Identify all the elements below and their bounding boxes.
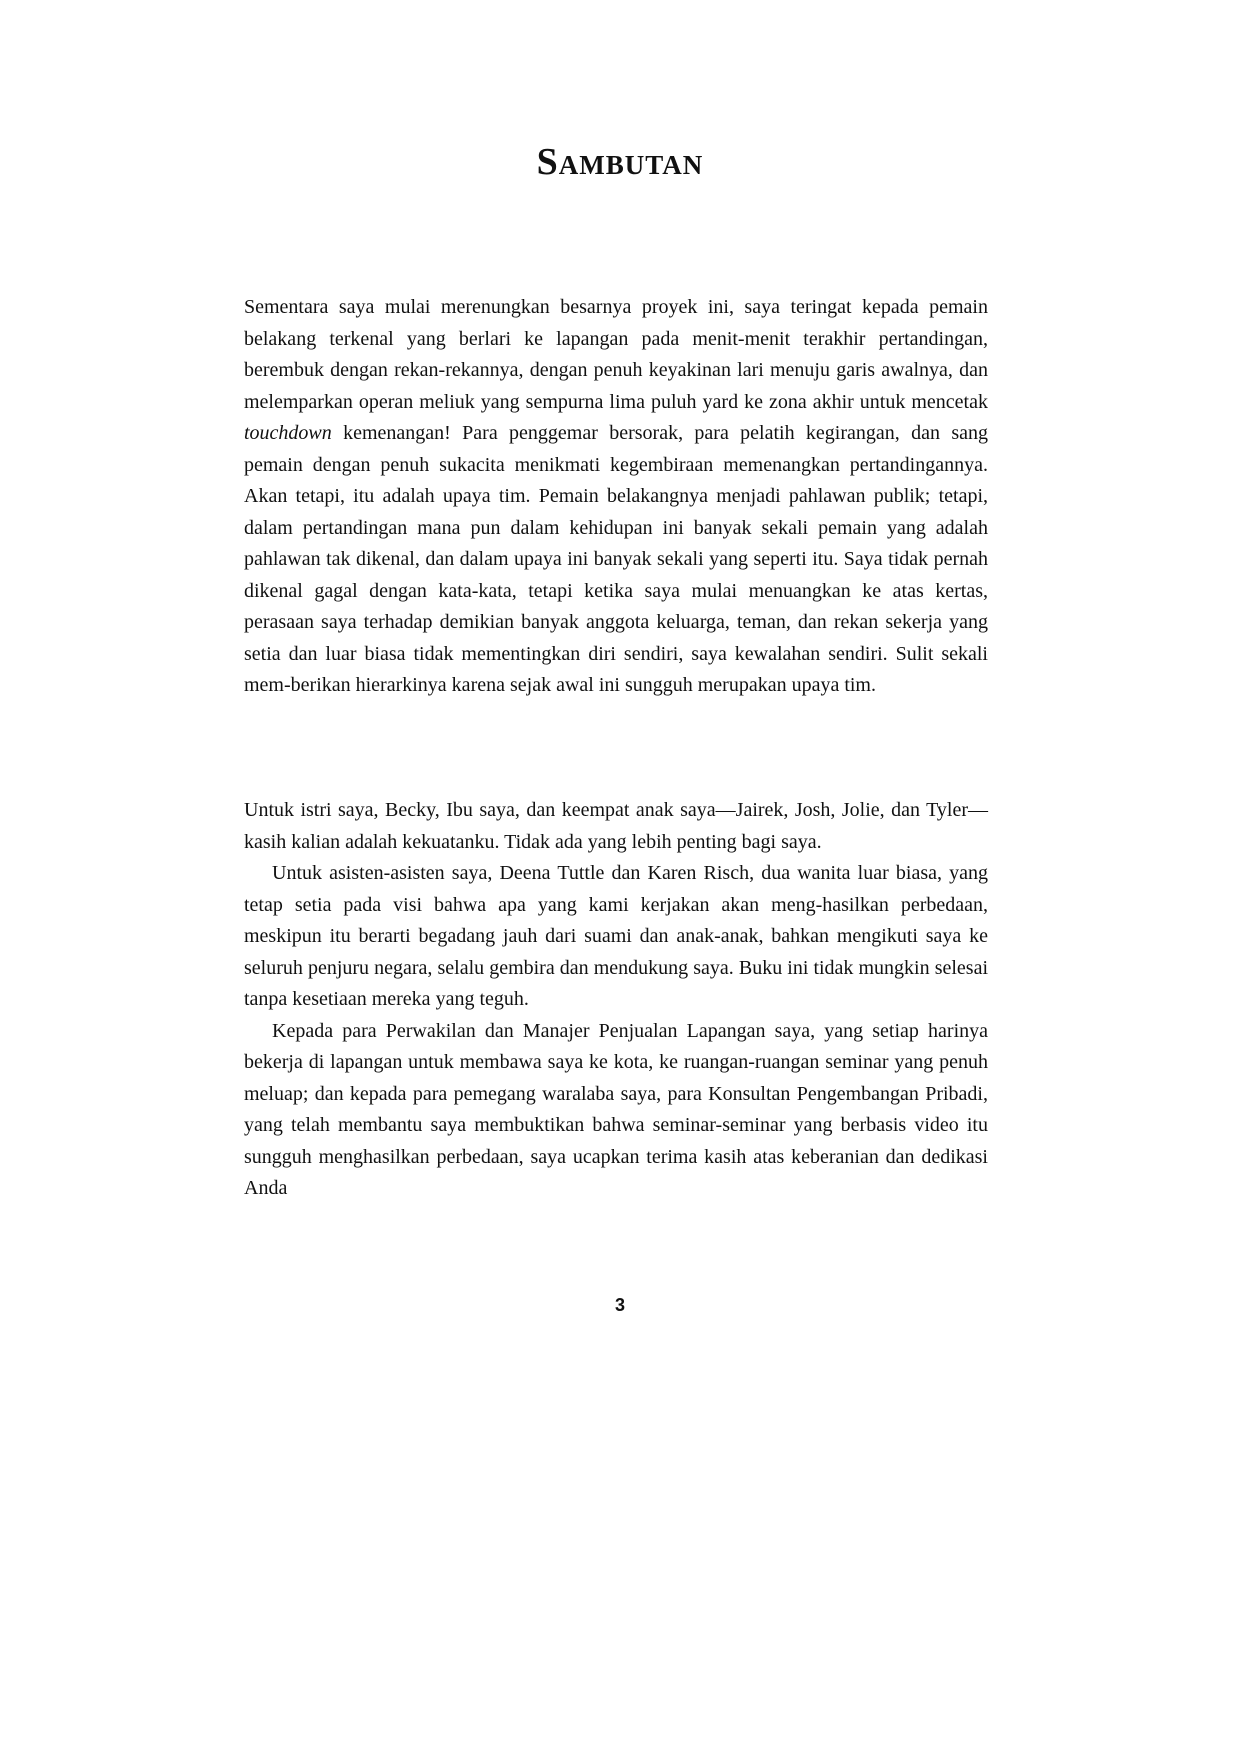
page-title: Sambutan (536, 141, 704, 183)
paragraph-intro-text-after: kemenangan! Para penggemar bersorak, para pelatih kegirangan, dan sang pemain dengan penuh sukacita menikmati kegembiraan memenangkan pertandingannya. Akan tetapi, itu adalah upaya tim. Pemain belakangnya menjadi pahlawan publik; tetapi, dalam pertandingan mana pun dalam kehidupan ini banyak sekali pemain yang adalah pahlawan tak dikenal, dan dalam upaya ini banyak sekali yang seperti itu. Saya tidak pernah dikenal gagal dengan kata-kata, tetapi ketika saya mulai menuangkan ke atas kertas, perasaan saya terhadap demikian banyak anggota keluarga, teman, dan rekan sekerja yang setia dan luar biasa tidak mementingkan diri sendiri, saya kewalahan sendiri. Sulit sekali mem-berikan hierarkinya karena sejak awal ini sungguh merupakan upaya tim. (244, 422, 988, 696)
paragraph-intro (244, 292, 988, 702)
body-section-intro (244, 292, 988, 702)
paragraph-family: Untuk istri saya, Becky, Ibu saya, dan keempat anak saya—Jairek, Josh, Jolie, dan Tyler—kasih kalian adalah kekuatanku. Tidak ada yang lebih penting bagi saya. (244, 799, 988, 853)
italic-term: touchdown (244, 422, 332, 444)
paragraph-assistants: Untuk asisten-asisten saya, Deena Tuttle dan Karen Risch, dua wanita luar biasa, yang tetap setia pada visi bahwa apa yang kami kerjakan akan meng-hasilkan perbedaan, meskipun itu berarti begadang jauh dari suami dan anak-anak, bahkan mengikuti saya ke seluruh penjuru negara, selalu gembira dan mendukung saya. Buku ini tidak mungkin selesai tanpa kesetiaan mereka yang teguh. (244, 862, 988, 1010)
paragraph-sales-reps: Kepada para Perwakilan dan Manajer Penjualan Lapangan saya, yang setiap harinya bekerja di lapangan untuk membawa saya ke kota, ke ruangan-ruangan seminar yang penuh meluap; dan kepada para pemegang waralaba saya, para Konsultan Pengembangan Pribadi, yang telah membantu saya membuktikan bahwa seminar-seminar yang berbasis video itu sungguh menghasilkan perbedaan, saya ucapkan terima kasih atas keberanian dan dedikasi Anda (244, 1019, 988, 1199)
page-number: 3 (614, 1295, 625, 1315)
body-section-thanks (244, 795, 988, 1205)
paragraph-intro-text-before: Sementara saya mulai merenungkan besarnya proyek ini, saya teringat kepada pemain belakang terkenal yang berlari ke lapangan pada menit-menit terakhir pertandingan, berembuk dengan rekan-rekannya, dengan penuh keyakinan lari menuju garis awalnya, dan melemparkan operan meliuk yang sempurna lima puluh yard ke zona akhir untuk mencetak (244, 296, 988, 413)
